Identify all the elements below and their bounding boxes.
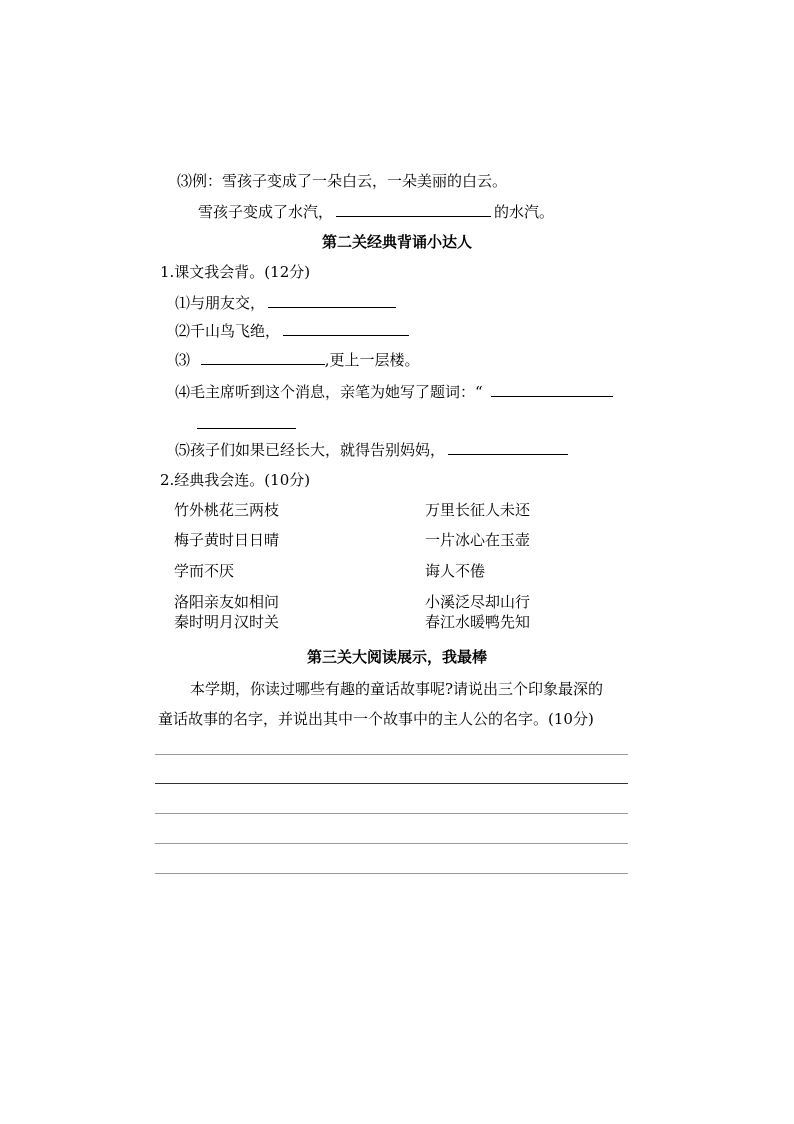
answer-blank[interactable] bbox=[201, 350, 325, 365]
section3-title: 第三关大阅读展示，我最棒 bbox=[306, 648, 487, 666]
right-line-5[interactable]: 春江水暖鸭先知 bbox=[425, 613, 531, 631]
left-line-3[interactable]: 学而不厌 bbox=[174, 562, 235, 580]
q1-item-4 bbox=[175, 382, 613, 402]
section3-para-line1: 本学期，你读过哪些有趣的童话故事呢?请说出三个印象最深的 bbox=[190, 680, 604, 698]
q3-example: ⑶例：雪孩子变成了一朵白云，一朵美丽的白云。 bbox=[177, 172, 508, 190]
q1-item-2-text: ⑵千山鸟飞绝， bbox=[175, 322, 281, 340]
section2-title: 第二关经典背诵小达人 bbox=[321, 233, 472, 251]
q1-item-3 bbox=[175, 350, 420, 370]
q3-prompt-pre: 雪孩子变成了水汽， bbox=[198, 203, 334, 221]
right-line-3[interactable]: 诲人不倦 bbox=[425, 562, 486, 580]
right-line-4[interactable]: 小溪泛尽却山行 bbox=[425, 593, 531, 611]
q1-item-3-text: ,更上一层楼。 bbox=[324, 351, 420, 369]
writing-line-4[interactable] bbox=[155, 843, 628, 844]
left-line-2[interactable]: 梅子黄时日日晴 bbox=[174, 531, 280, 549]
writing-line-3[interactable] bbox=[155, 813, 628, 814]
answer-blank-continued[interactable] bbox=[197, 414, 296, 429]
q1-item-5 bbox=[175, 440, 568, 460]
answer-blank[interactable] bbox=[336, 202, 491, 217]
left-line-5[interactable]: 秦时明月汉时关 bbox=[174, 613, 280, 631]
left-line-4[interactable]: 洛阳亲友如相问 bbox=[174, 593, 280, 611]
writing-line-5[interactable] bbox=[155, 873, 628, 874]
right-line-1[interactable]: 万里长征人未还 bbox=[425, 501, 531, 519]
answer-blank[interactable] bbox=[283, 321, 409, 336]
writing-line-1[interactable] bbox=[155, 754, 628, 755]
right-line-2[interactable]: 一片冰心在玉壶 bbox=[425, 531, 531, 549]
left-line-1[interactable]: 竹外桃花三两枝 bbox=[174, 501, 280, 519]
writing-line-2[interactable] bbox=[155, 783, 628, 784]
q1-item-3-label: ⑶ bbox=[175, 351, 195, 369]
q2-header: 2.经典我会连。(10分) bbox=[160, 471, 311, 489]
q3-prompt-post: 的水汽。 bbox=[494, 203, 555, 221]
q1-item-5-text: ⑸孩子们如果已经长大，就得告别妈妈， bbox=[175, 441, 446, 459]
answer-blank[interactable] bbox=[491, 382, 613, 397]
q3-prompt bbox=[198, 202, 554, 222]
q1-item-2 bbox=[175, 321, 409, 341]
q1-item-4-text: ⑷毛主席听到这个消息，亲笔为她写了题词：“ bbox=[175, 383, 483, 401]
q1-header: 1.课文我会背。(12分) bbox=[160, 263, 311, 281]
section3-para-line2: 童话故事的名字，并说出其中一个故事中的主人公的名字。(10分) bbox=[158, 710, 594, 728]
answer-blank[interactable] bbox=[448, 440, 568, 455]
q1-item-1 bbox=[175, 293, 396, 313]
answer-blank[interactable] bbox=[268, 293, 396, 308]
q1-item-1-text: ⑴与朋友交， bbox=[175, 294, 266, 312]
